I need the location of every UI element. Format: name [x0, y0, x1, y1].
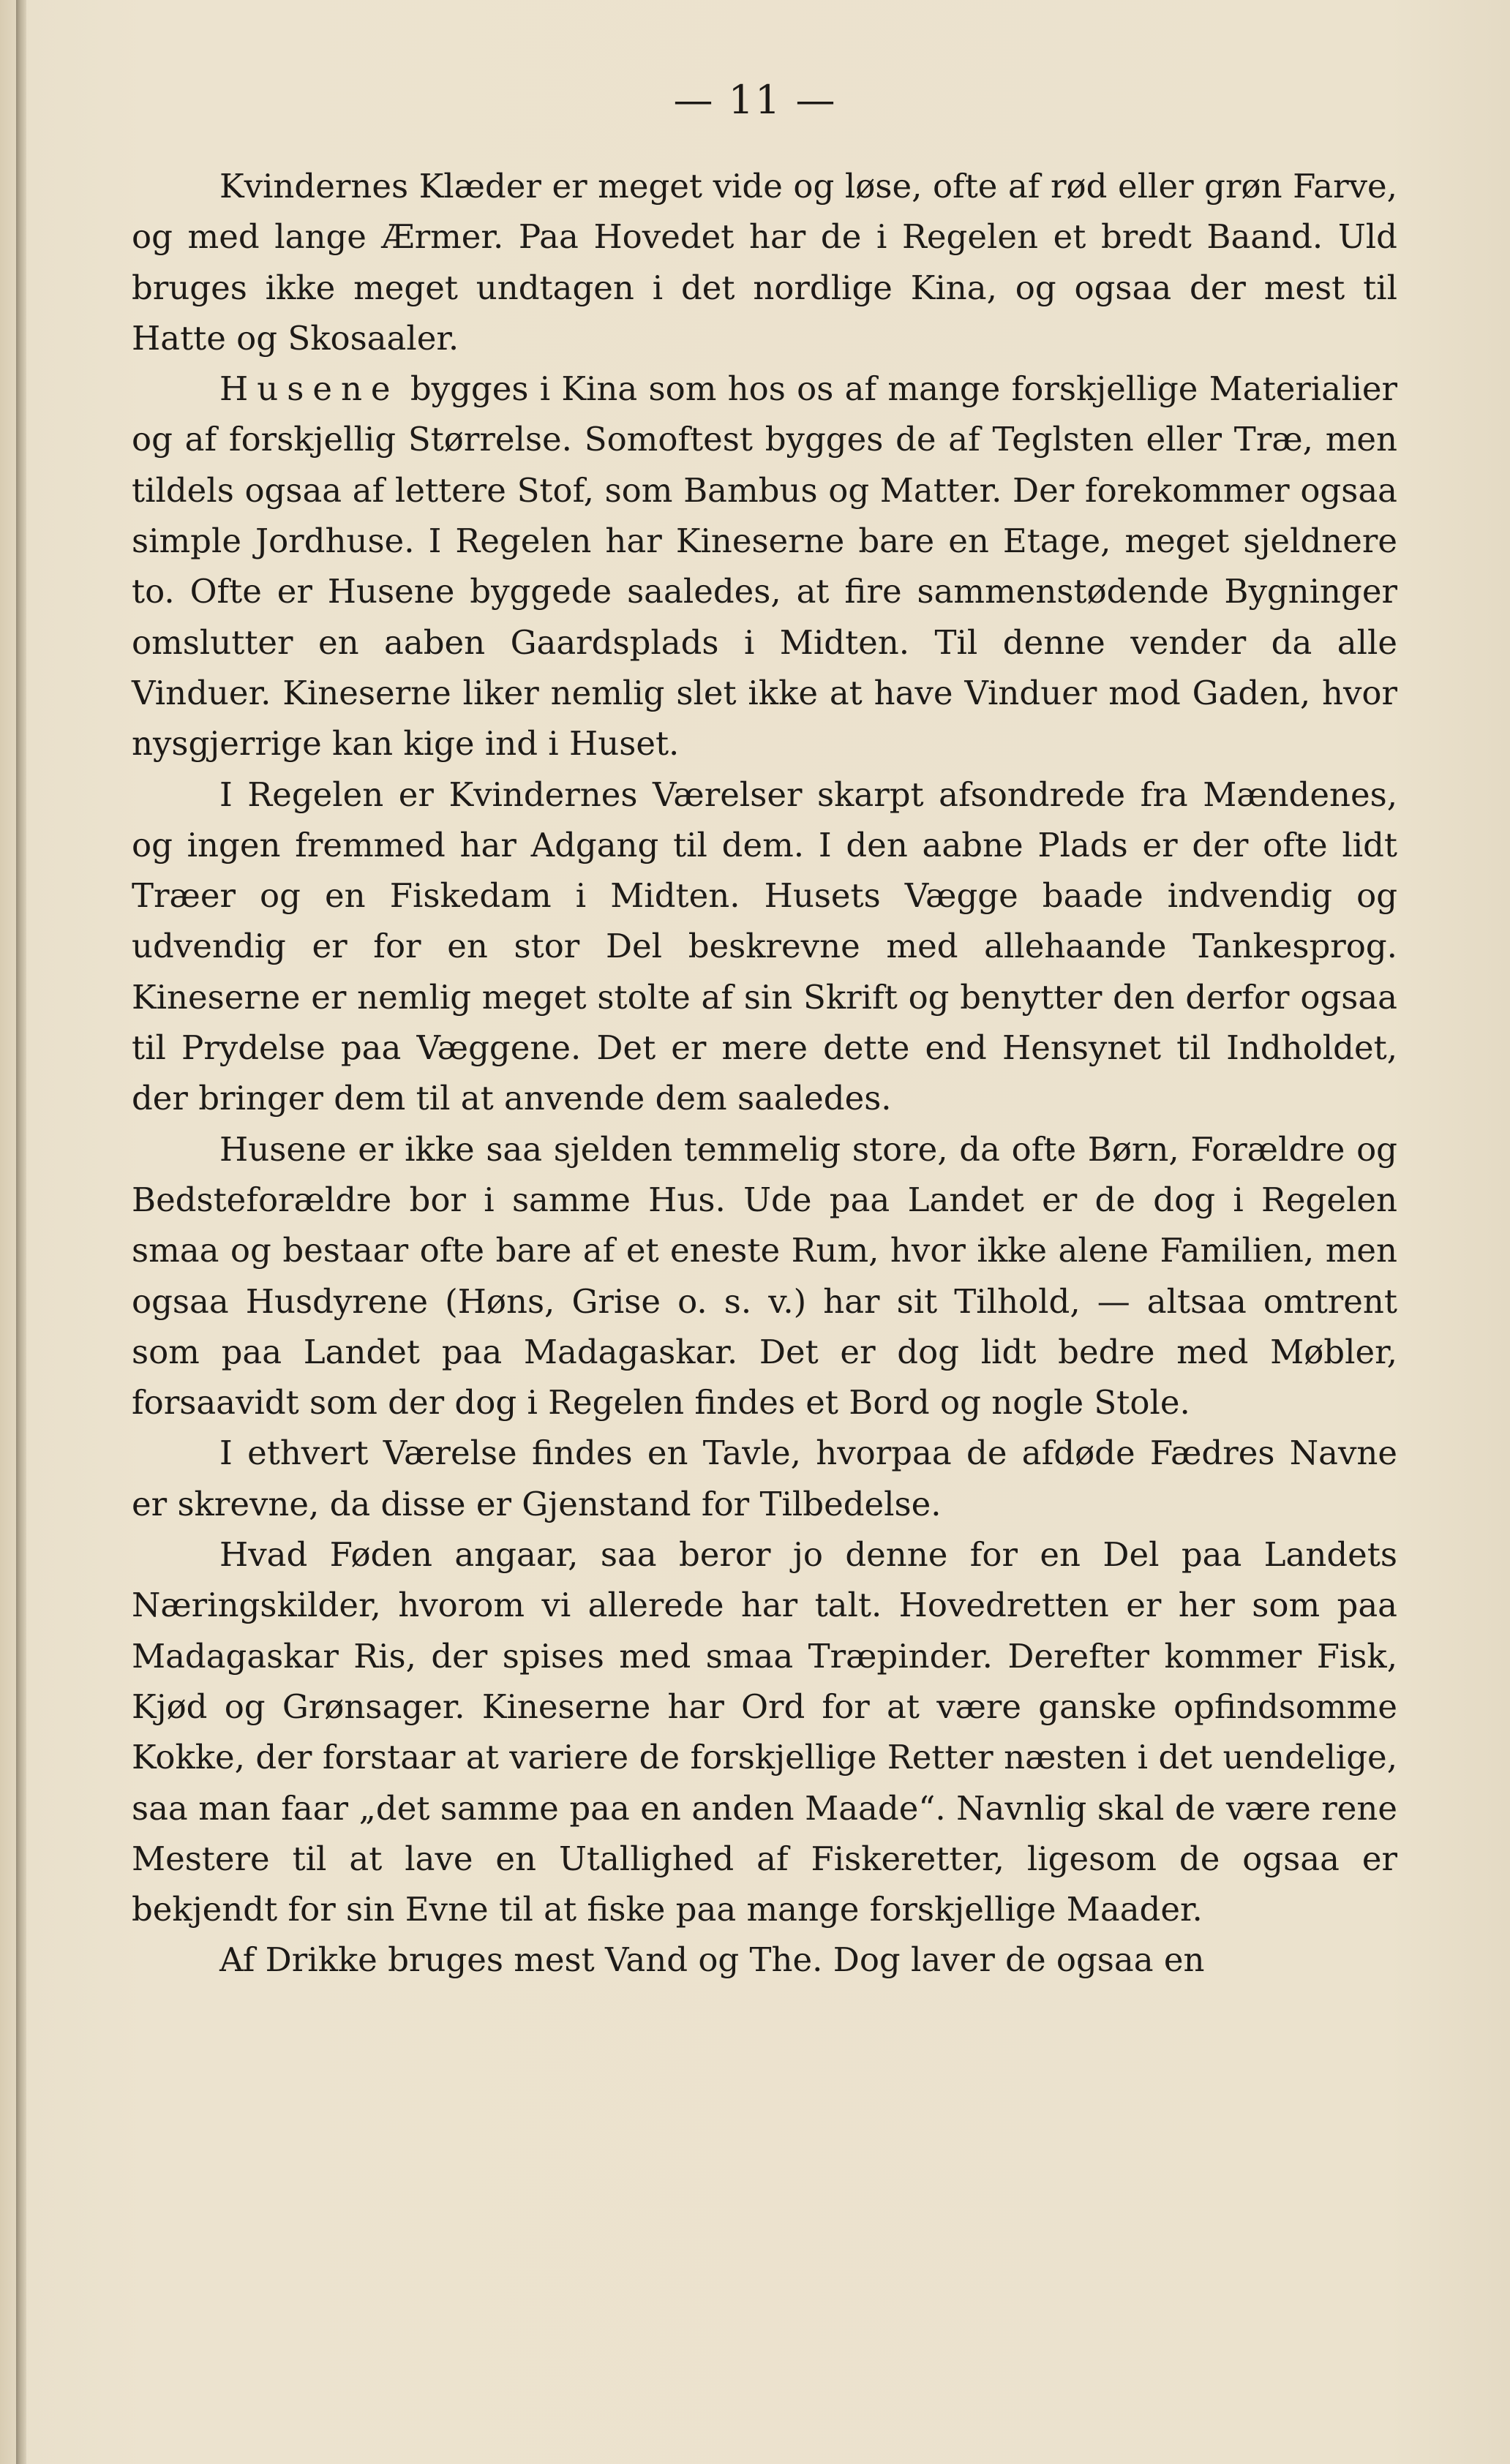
spaced-lead-word: Husene: [219, 369, 399, 409]
page-number: — 11 —: [673, 77, 837, 123]
paragraph: Af Drikke bruges mest Vand og The. Dog laver de ogsaa en: [219, 1940, 1205, 1980]
paragraph: I Regelen er Kvindernes Værelser skarpt afsondrede fra Mændenes, og ingen fremmed har Adgang til dem. I den aabne Plads er der ofte lidt Træer og en Fiskedam i Midten. Husets Vægge baade indvendig og udvendig er for en stor Del beskrevne med allehaande Tankesprog. Kineserne er nemlig meget stolte af sin Skrift og benytter den derfor ogsaa til Prydelse paa Væggene. Det er mere dette end Hensynet til Indholdet, der bringer dem til at anvende dem saaledes.: [132, 775, 1397, 1118]
paragraph: [132, 363, 1397, 769]
paragraph: Kvindernes Klæder er meget vide og løse, ofte af rød eller grøn Farve, og med lange Ærmer. Paa Hovedet har de i Regelen et bredt Baand. Uld bruges ikke meget undtagen i det nordlige Kina, og ogsaa der mest til Hatte og Skosaaler.: [132, 167, 1397, 358]
paragraph: I ethvert Værelse findes en Tavle, hvorpaa de afdøde Fædres Navne er skrevne, da disse er Gjenstand for Tilbedelse.: [132, 1433, 1397, 1523]
paragraph: Husene er ikke saa sjelden temmelig store, da ofte Børn, Forældre og Bedsteforældre bor i samme Hus. Ude paa Landet er de dog i Regelen smaa og bestaar ofte bare af et eneste Rum, hvor ikke alene Familien, men ogsaa Husdyrene (Høns, Grise o. s. v.) har sit Tilhold, — altsaa omtrent som paa Landet paa Madagaskar. Det er dog lidt bedre med Møbler, forsaavidt som der dog i Regelen findes et Bord og nogle Stole.: [132, 1129, 1397, 1423]
binding-gutter: [16, 0, 26, 2464]
paragraph-text: bygges i Kina som hos os af mange forskjellige Materialier og af forskjellig Størrelse. Somoftest bygges de af Teglsten eller Træ, men tildels ogsaa af lettere Stof, som Bambus og Matter. Der forekommer ogsaa simple Jordhuse. I Regelen har Kineserne bare en Etage, meget sjeldnere to. Ofte er Husene byggede saaledes, at fire sammenstødende Bygninger omslutter en aaben Gaardsplads i Midten. Til denne vender da alle Vinduer. Kineserne liker nemlig slet ikke at have Vinduer mod Gaden, hvor nysgjerrige kan kige ind i Huset.: [132, 369, 1397, 764]
body-text: [132, 161, 1397, 1986]
paragraph: Hvad Føden angaar, saa beror jo denne for en Del paa Landets Næringskilder, hvorom vi allerede har talt. Hovedretten er her som paa Madagaskar Ris, der spises med smaa Træpinder. Derefter kommer Fisk, Kjød og Grønsager. Kineserne har Ord for at være ganske opfindsomme Kokke, der forstaar at variere de forskjellige Retter næsten i det uendelige, saa man faar „det samme paa en anden Maade“. Navnlig skal de være rene Mestere til at lave en Utallighed af Fiskeretter, ligesom de ogsaa er bekjendt for sin Evne til at fiske paa mange forskjellige Maader.: [132, 1535, 1397, 1929]
